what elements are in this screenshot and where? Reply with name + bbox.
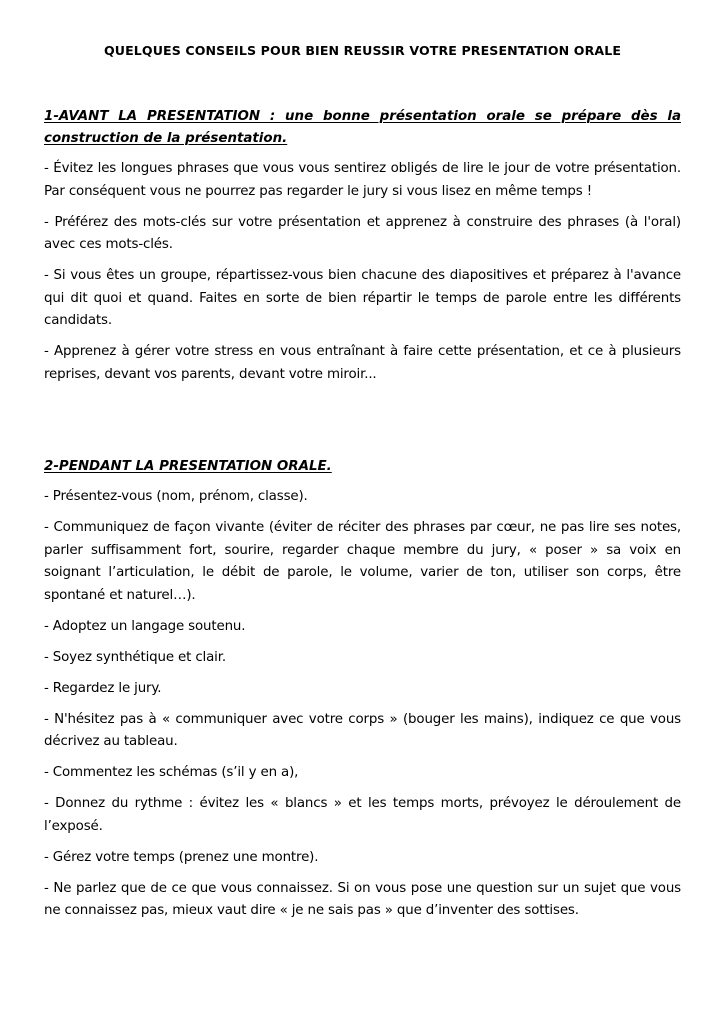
advice-paragraph: - N'hésitez pas à « communiquer avec votre corps » (bouger les mains), indiquez ce que vous décrivez au tableau. <box>44 711 681 749</box>
advice-paragraph: - Communiquez de façon vivante (éviter de réciter des phrases par cœur, ne pas lire ses notes, parler suffisamment fort, sourire, regarder chaque membre du jury, « poser » sa voix en soignant l’articulation, le débit de parole, le volume, varier de ton, utiliser son corps, être spontané et naturel…). <box>44 520 681 603</box>
section-heading: 1-AVANT LA PRESENTATION : une bonne présentation orale se prépare dès la construction de la présentation. <box>44 109 681 146</box>
advice-paragraph: - Présentez-vous (nom, prénom, classe). <box>44 489 308 504</box>
advice-paragraph: - Apprenez à gérer votre stress en vous entraînant à faire cette présentation, et ce à plusieurs reprises, devant vos parents, devant votre miroir... <box>44 344 681 382</box>
document-title: QUELQUES CONSEILS POUR BIEN REUSSIR VOTRE PRESENTATION ORALE <box>103 43 622 58</box>
advice-paragraph: - Soyez synthétique et clair. <box>44 649 226 665</box>
section-heading: 2-PENDANT LA PRESENTATION ORALE. <box>44 459 332 474</box>
advice-paragraph: - Donnez du rythme : évitez les « blancs » et les temps morts, prévoyez le déroulement de l’exposé. <box>44 796 681 834</box>
advice-paragraph: - Gérez votre temps (prenez une montre). <box>44 849 319 865</box>
section-during-presentation <box>44 456 681 931</box>
advice-paragraph: - Adoptez un langage soutenu. <box>44 618 246 634</box>
advice-paragraph: - Commentez les schémas (s’il y en a), <box>44 765 299 780</box>
advice-paragraph: - Regardez le jury. <box>44 680 162 696</box>
advice-paragraph: - Évitez les longues phrases que vous vous sentirez obligés de lire le jour de votre présentation. Par conséquent vous ne pourrez pas regarder le jury si vous lisez en même temps ! <box>44 161 681 199</box>
advice-paragraph: - Si vous êtes un groupe, répartissez-vous bien chacune des diapositives et préparez à l'avance qui dit quoi et quand. Faites en sorte de bien répartir le temps de parole entre les différents candidats. <box>44 268 681 328</box>
advice-paragraph: - Ne parlez que de ce que vous connaissez. Si on vous pose une question sur un sujet que vous ne connaissez pas, mieux vaut dire « je ne sais pas » que d’inventer des sottises. <box>44 880 681 918</box>
advice-paragraph: - Préférez des mots-clés sur votre présentation et apprenez à construire des phrases (à l'oral) avec ces mots-clés. <box>44 214 681 252</box>
section-before-presentation <box>44 106 681 395</box>
